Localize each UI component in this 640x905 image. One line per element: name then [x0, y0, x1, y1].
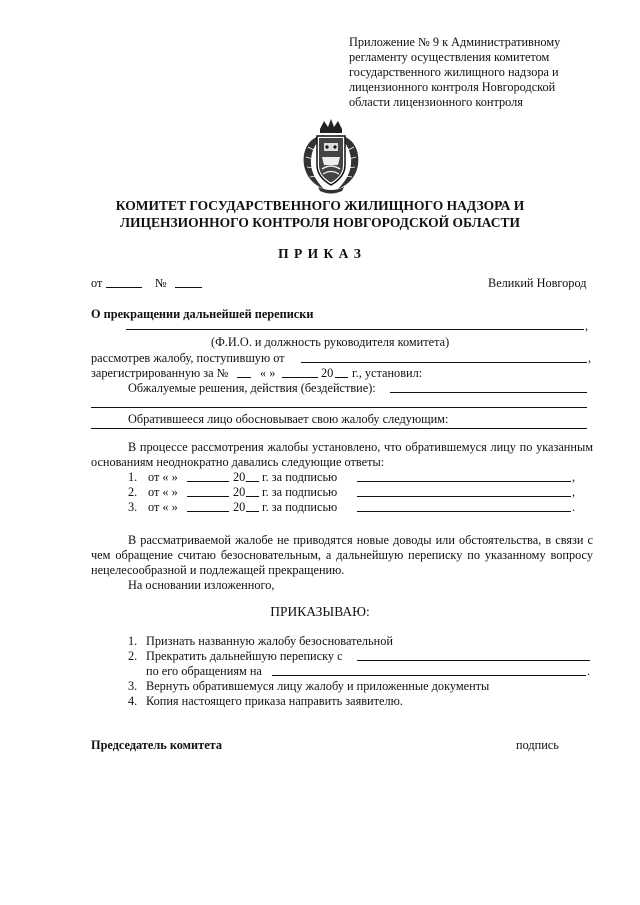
answer-number: 3.	[128, 500, 138, 514]
justification-text: Обратившееся лицо обосновывает свою жалобу следующим:	[128, 412, 449, 426]
fio-blank-line	[126, 329, 584, 330]
answer-signed-by: г. за подписью	[262, 470, 338, 484]
answer-signatory-blank	[357, 511, 571, 512]
reg-day-quotes: « »	[260, 366, 276, 380]
reg-number-blank-line	[237, 377, 251, 378]
order-item-text: Прекратить дальнейшую переписку с	[146, 649, 343, 663]
city-name: Великий Новгород	[488, 276, 587, 290]
reg-month-blank-line	[282, 377, 318, 378]
appendix-line: государственного жилищного надзора и	[349, 65, 559, 79]
order-item-number: 3.	[128, 679, 138, 693]
answer-date-blank	[187, 496, 229, 497]
comma: ,	[585, 319, 589, 333]
number-blank-line	[175, 287, 202, 288]
order-item-number: 1.	[128, 634, 138, 648]
answer-number: 2.	[128, 485, 138, 499]
answer-date-prefix: от « »	[148, 485, 178, 499]
order-item-text: Копия настоящего приказа направить заявителю.	[146, 694, 403, 708]
appealed-blank-line	[390, 392, 587, 393]
order-item-text: Признать названную жалобу безосновательной	[146, 634, 393, 648]
answer-signed-by: г. за подписью	[262, 485, 338, 499]
answer-date-blank	[187, 481, 229, 482]
complainant-blank-line	[301, 362, 587, 363]
answer-year: 20	[233, 485, 246, 499]
answer-year-blank	[246, 511, 259, 512]
registered-text: зарегистрированную за №	[91, 366, 229, 380]
appendix-line: Приложение № 9 к Административному	[349, 35, 561, 49]
coat-of-arms-emblem	[300, 119, 362, 195]
reg-year-prefix: 20	[321, 366, 334, 380]
answer-signed-by: г. за подписью	[262, 500, 338, 514]
signature-placeholder: подпись	[516, 738, 559, 752]
answer-date-blank	[187, 511, 229, 512]
considering-comma: ,	[588, 351, 592, 365]
chairman-title: Председатель комитета	[91, 738, 222, 752]
committee-name-line: ЛИЦЕНЗИОННОГО КОНТРОЛЯ НОВГОРОДСКОЙ ОБЛАСТИ	[119, 215, 521, 230]
answer-year-blank	[246, 496, 259, 497]
order-item-continuation: по его обращениям на	[146, 664, 262, 678]
order-item-number: 2.	[128, 649, 138, 663]
answer-end-mark: ,	[572, 470, 576, 484]
date-blank-line	[106, 287, 142, 288]
answer-date-prefix: от « »	[148, 500, 178, 514]
considering-text: рассмотрев жалобу, поступившую от	[91, 351, 285, 365]
order-correspondent-blank	[357, 660, 590, 661]
order-title: П Р И К А З	[278, 246, 362, 261]
answer-year-blank	[246, 481, 259, 482]
order-subject: О прекращении дальнейшей переписки	[91, 307, 314, 321]
answer-signatory-blank	[357, 481, 571, 482]
answer-year: 20	[233, 500, 246, 514]
answer-date-prefix: от « »	[148, 470, 178, 484]
fio-caption: (Ф.И.О. и должность руководителя комитета)	[211, 335, 450, 349]
appealed-decisions-label: Обжалуемые решения, действия (бездействие):	[128, 381, 376, 395]
committee-name-line: КОМИТЕТ ГОСУДАРСТВЕННОГО ЖИЛИЩНОГО НАДЗОРА И	[115, 198, 525, 213]
appealed-blank-line-2	[91, 407, 587, 408]
process-paragraph: В процессе рассмотрения жалобы установлено, что обратившемуся лицу по указанным основаниям неоднократно давались следующие ответы:	[91, 440, 593, 469]
order-item-number: 4.	[128, 694, 138, 708]
answer-year: 20	[233, 470, 246, 484]
appendix-line: области лицензионного контроля	[349, 95, 523, 109]
appendix-line: лицензионного контроля Новгородской	[349, 80, 556, 94]
no-new-arguments-paragraph: В рассматриваемой жалобе не приводятся новые доводы или обстоятельства, в связи с чем обращение считаю безосновательным, а дальнейшую переписку по указанному вопросу нецелесообразной и подлежащей прекращению.	[91, 533, 593, 577]
appendix-line: регламенту осуществления комитетом	[349, 50, 550, 64]
reg-year-blank-line	[335, 377, 348, 378]
order-item-end-mark: .	[587, 664, 591, 678]
order-decree-word: ПРИКАЗЫВАЮ:	[270, 604, 370, 619]
justification-blank-line	[91, 428, 587, 429]
order-number-label: №	[155, 276, 167, 290]
registered-established: г., установил:	[352, 366, 423, 380]
order-appeals-blank	[272, 675, 586, 676]
order-item-text: Вернуть обратившемуся лицу жалобу и приложенные документы	[146, 679, 490, 693]
answer-signatory-blank	[357, 496, 571, 497]
order-date-label: от	[91, 276, 103, 290]
answer-number: 1.	[128, 470, 138, 484]
answer-end-mark: .	[572, 500, 576, 514]
basis-text: На основании изложенного,	[128, 578, 275, 592]
answer-end-mark: ,	[572, 485, 576, 499]
